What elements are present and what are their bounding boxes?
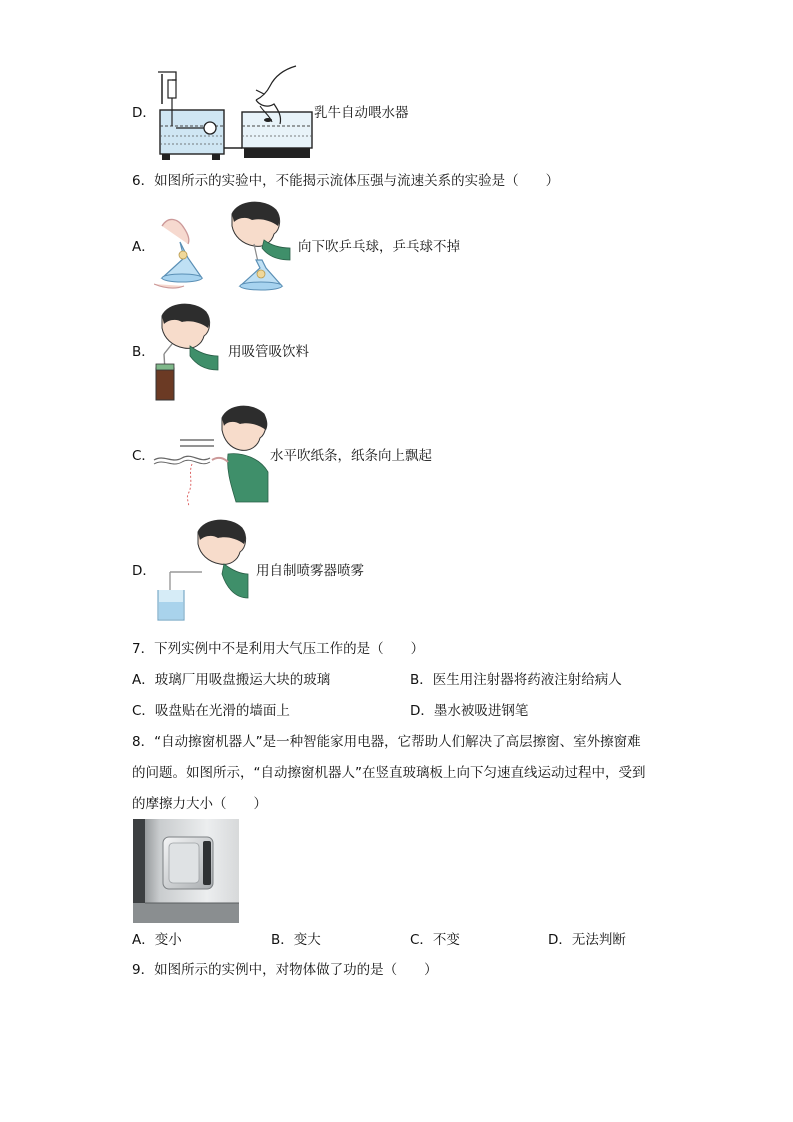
q8-option-a: A．变小 (132, 932, 182, 948)
q6-option-b-caption: 用吸管吸饮料 (228, 344, 309, 360)
q5-option-d-label: D． (132, 105, 156, 121)
q8-option-b: B．变大 (271, 932, 321, 948)
q7-option-c: C．吸盘贴在光滑的墙面上 (132, 703, 290, 719)
q7-option-d: D．墨水被吸进钢笔 (410, 703, 529, 719)
q6-option-c-label: C． (132, 448, 155, 464)
q8-stem-line2: 的问题。如图所示，“自动擦窗机器人”在竖直玻璃板上向下匀速直线运动过程中，受到 (132, 765, 646, 781)
q6-option-a-caption: 向下吹乒乓球，乒乓球不掉 (298, 239, 460, 255)
straw-drink-figure (152, 300, 222, 404)
water-feeder-figure (156, 64, 318, 162)
q6-option-c-caption: 水平吹纸条，纸条向上飘起 (270, 448, 432, 464)
paper-strip-figure (152, 402, 270, 506)
sprayer-figure (154, 516, 250, 626)
q8-option-d: D．无法判断 (548, 932, 626, 948)
window-robot-photo (133, 819, 239, 923)
q7-option-b: B．医生用注射器将药液注射给病人 (410, 672, 622, 688)
q8-stem-line1: 8．“自动擦窗机器人”是一种智能家用电器，它帮助人们解决了高层擦窗、室外擦窗难 (132, 734, 641, 750)
q6-option-b-label: B． (132, 344, 155, 360)
q8-option-c: C．不变 (410, 932, 460, 948)
q7-option-a: A．玻璃厂用吸盘搬运大块的玻璃 (132, 672, 331, 688)
q8-stem-line3: 的摩擦力大小（ ） (132, 796, 267, 812)
q6-option-a-label: A． (132, 239, 155, 255)
q5-option-d-caption: 乳牛自动喂水器 (314, 105, 409, 121)
q9-stem: 9．如图所示的实例中，对物体做了功的是（ ） (132, 962, 438, 978)
q6-option-d-label: D． (132, 563, 156, 579)
funnel-ball-figure (154, 198, 298, 296)
q6-stem: 6．如图所示的实验中，不能揭示流体压强与流速关系的实验是（ ） (132, 173, 560, 189)
q6-option-d-caption: 用自制喷雾器喷雾 (256, 563, 364, 579)
q7-stem: 7．下列实例中不是利用大气压工作的是（ ） (132, 641, 425, 657)
